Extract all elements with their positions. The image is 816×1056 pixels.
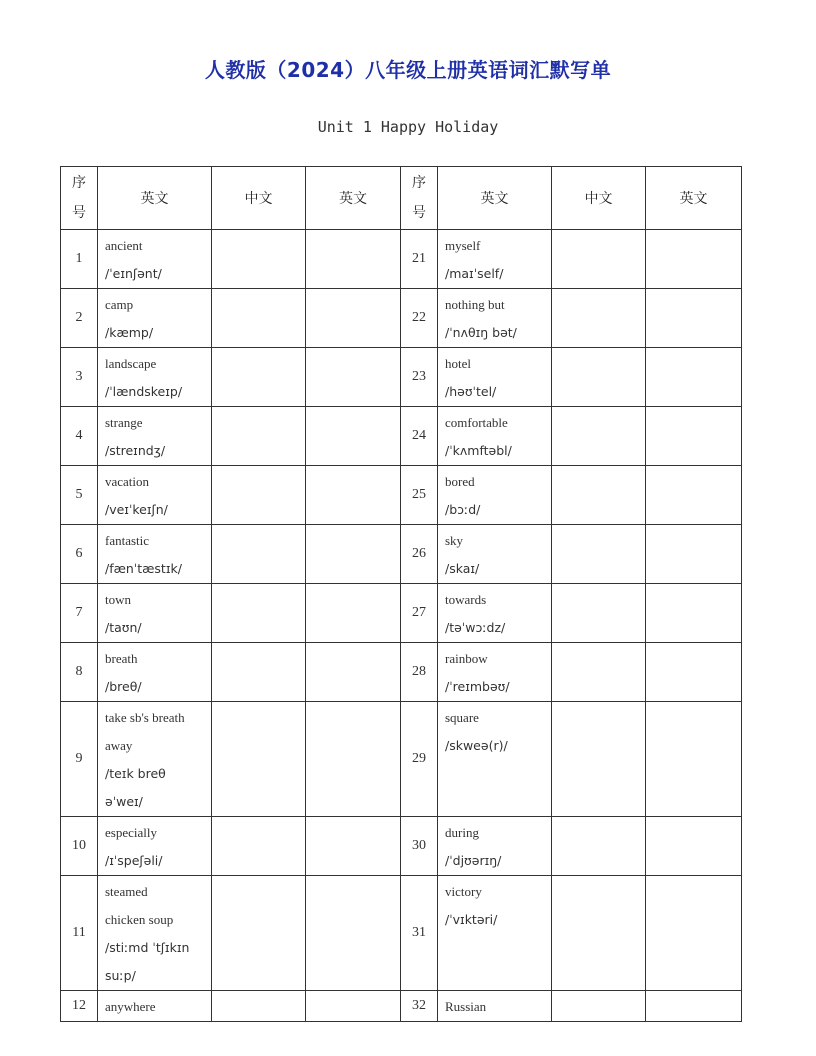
phonetic: /skweə(r)/ bbox=[445, 738, 508, 753]
header-number bbox=[61, 167, 98, 230]
header-chinese: 中文 bbox=[212, 167, 306, 230]
word-cell bbox=[98, 348, 212, 407]
chinese-answer-cell[interactable] bbox=[552, 289, 646, 348]
phonetic: /taʊn/ bbox=[105, 620, 142, 635]
row-number: 28 bbox=[401, 643, 438, 702]
word-cell bbox=[98, 466, 212, 525]
word: ancient bbox=[105, 238, 143, 253]
word-cell bbox=[438, 230, 552, 289]
chinese-answer-cell[interactable] bbox=[212, 525, 306, 584]
table-row bbox=[61, 348, 742, 407]
chinese-answer-cell[interactable] bbox=[552, 643, 646, 702]
word-line-2: away bbox=[105, 738, 133, 753]
word: Russian bbox=[445, 999, 487, 1014]
english-answer-cell[interactable] bbox=[646, 702, 742, 817]
english-answer-cell[interactable] bbox=[306, 348, 401, 407]
word: rainbow bbox=[445, 651, 488, 666]
word-cell bbox=[98, 643, 212, 702]
word-cell bbox=[98, 702, 212, 817]
row-number: 12 bbox=[61, 991, 98, 1022]
phonetic: /streɪndʒ/ bbox=[105, 443, 166, 458]
row-number: 27 bbox=[401, 584, 438, 643]
header-number bbox=[401, 167, 438, 230]
phonetic: /maɪˈself/ bbox=[445, 266, 504, 281]
word: sky bbox=[445, 533, 464, 548]
row-number: 21 bbox=[401, 230, 438, 289]
header-number-line2: 号 bbox=[72, 205, 86, 221]
word-line-2: chicken soup bbox=[105, 912, 174, 927]
row-number: 9 bbox=[61, 702, 98, 817]
row-number: 25 bbox=[401, 466, 438, 525]
chinese-answer-cell[interactable] bbox=[212, 702, 306, 817]
word-line-1: take sb's breath bbox=[105, 710, 185, 725]
table-row bbox=[61, 466, 742, 525]
english-answer-cell[interactable] bbox=[306, 525, 401, 584]
header-english: 英文 bbox=[98, 167, 212, 230]
row-number: 7 bbox=[61, 584, 98, 643]
word-cell bbox=[438, 702, 552, 817]
english-answer-cell[interactable] bbox=[646, 876, 742, 991]
english-answer-cell[interactable] bbox=[646, 348, 742, 407]
word: anywhere bbox=[105, 999, 156, 1014]
phonetic: /ˈeɪnʃənt/ bbox=[105, 266, 162, 281]
chinese-answer-cell[interactable] bbox=[212, 584, 306, 643]
english-answer-cell[interactable] bbox=[646, 230, 742, 289]
word-line-1: steamed bbox=[105, 884, 148, 899]
word: vacation bbox=[105, 474, 150, 489]
chinese-answer-cell[interactable] bbox=[552, 584, 646, 643]
word-cell bbox=[438, 584, 552, 643]
chinese-answer-cell[interactable] bbox=[552, 991, 646, 1022]
word: strange bbox=[105, 415, 143, 430]
chinese-answer-cell[interactable] bbox=[552, 348, 646, 407]
phonetic: /ˈlændskeɪp/ bbox=[105, 384, 183, 399]
english-answer-cell[interactable] bbox=[306, 817, 401, 876]
chinese-answer-cell[interactable] bbox=[212, 289, 306, 348]
phonetic: /ˈreɪmbəʊ/ bbox=[445, 679, 510, 694]
table-row bbox=[61, 817, 742, 876]
word: nothing but bbox=[445, 297, 505, 312]
english-answer-cell[interactable] bbox=[306, 407, 401, 466]
phonetic: /breθ/ bbox=[105, 679, 142, 694]
table-row bbox=[61, 230, 742, 289]
word: hotel bbox=[445, 356, 471, 371]
word-cell bbox=[98, 991, 212, 1022]
english-answer-cell[interactable] bbox=[646, 991, 742, 1022]
table-row bbox=[61, 407, 742, 466]
header-english: 英文 bbox=[438, 167, 552, 230]
table-row bbox=[61, 584, 742, 643]
word-cell bbox=[438, 876, 552, 991]
word-cell bbox=[98, 584, 212, 643]
phonetic: /həʊˈtel/ bbox=[445, 384, 497, 399]
word: comfortable bbox=[445, 415, 508, 430]
word-cell bbox=[438, 991, 552, 1022]
chinese-answer-cell[interactable] bbox=[212, 348, 306, 407]
row-number: 6 bbox=[61, 525, 98, 584]
phonetic-line-2: suːp/ bbox=[105, 968, 136, 983]
table-row bbox=[61, 289, 742, 348]
page-title: 人教版（2024）八年级上册英语词汇默写单 bbox=[204, 58, 612, 82]
header-number-line1: 序 bbox=[72, 175, 86, 191]
word-cell bbox=[438, 525, 552, 584]
chinese-answer-cell[interactable] bbox=[552, 466, 646, 525]
row-number: 26 bbox=[401, 525, 438, 584]
english-answer-cell[interactable] bbox=[306, 702, 401, 817]
word: square bbox=[445, 710, 479, 725]
phonetic-line-1: /stiːmd ˈtʃɪkɪn bbox=[105, 940, 190, 955]
phonetic-line-2: əˈweɪ/ bbox=[105, 794, 143, 809]
english-answer-cell[interactable] bbox=[646, 817, 742, 876]
vocabulary-table bbox=[60, 166, 742, 1022]
phonetic-line-1: /teɪk breθ bbox=[105, 766, 166, 781]
word-cell bbox=[438, 466, 552, 525]
phonetic: /skaɪ/ bbox=[445, 561, 480, 576]
phonetic: /ˈnʌθɪŋ bət/ bbox=[445, 325, 517, 340]
header-number-line2: 号 bbox=[412, 205, 426, 221]
chinese-answer-cell[interactable] bbox=[552, 407, 646, 466]
english-answer-cell[interactable] bbox=[306, 643, 401, 702]
word: town bbox=[105, 592, 131, 607]
english-answer-cell[interactable] bbox=[646, 466, 742, 525]
chinese-answer-cell[interactable] bbox=[212, 643, 306, 702]
table-row bbox=[61, 991, 742, 1022]
row-number: 32 bbox=[401, 991, 438, 1022]
row-number: 11 bbox=[61, 876, 98, 991]
row-number: 8 bbox=[61, 643, 98, 702]
english-answer-cell[interactable] bbox=[646, 289, 742, 348]
word: during bbox=[445, 825, 479, 840]
word: towards bbox=[445, 592, 487, 607]
table-row bbox=[61, 876, 742, 991]
row-number: 10 bbox=[61, 817, 98, 876]
word-cell bbox=[98, 525, 212, 584]
table-row bbox=[61, 643, 742, 702]
row-number: 22 bbox=[401, 289, 438, 348]
english-answer-cell[interactable] bbox=[306, 991, 401, 1022]
phonetic: /veɪˈkeɪʃn/ bbox=[105, 502, 168, 517]
word-cell bbox=[98, 230, 212, 289]
table-row bbox=[61, 525, 742, 584]
chinese-answer-cell[interactable] bbox=[212, 991, 306, 1022]
phonetic: /ˈvɪktəri/ bbox=[445, 912, 498, 927]
word: fantastic bbox=[105, 533, 150, 548]
chinese-answer-cell[interactable] bbox=[212, 466, 306, 525]
word-cell bbox=[98, 876, 212, 991]
header-english-answer: 英文 bbox=[646, 167, 742, 230]
word-cell bbox=[438, 407, 552, 466]
chinese-answer-cell[interactable] bbox=[552, 817, 646, 876]
word: landscape bbox=[105, 356, 157, 371]
row-number: 29 bbox=[401, 702, 438, 817]
phonetic: /ˈkʌmftəbl/ bbox=[445, 443, 512, 458]
row-number: 30 bbox=[401, 817, 438, 876]
phonetic: /fænˈtæstɪk/ bbox=[105, 561, 182, 576]
word-cell bbox=[98, 289, 212, 348]
phonetic: /bɔːd/ bbox=[445, 502, 481, 517]
unit-subtitle: Unit 1 Happy Holiday bbox=[317, 118, 499, 136]
chinese-answer-cell[interactable] bbox=[212, 407, 306, 466]
english-answer-cell[interactable] bbox=[646, 643, 742, 702]
chinese-answer-cell[interactable] bbox=[212, 876, 306, 991]
row-number: 5 bbox=[61, 466, 98, 525]
row-number: 23 bbox=[401, 348, 438, 407]
english-answer-cell[interactable] bbox=[306, 289, 401, 348]
word-cell bbox=[438, 348, 552, 407]
word-cell bbox=[438, 817, 552, 876]
word: camp bbox=[105, 297, 134, 312]
chinese-answer-cell[interactable] bbox=[552, 525, 646, 584]
word: breath bbox=[105, 651, 138, 666]
table-header-row bbox=[61, 167, 742, 230]
english-answer-cell[interactable] bbox=[646, 525, 742, 584]
word: bored bbox=[445, 474, 475, 489]
phonetic: /kæmp/ bbox=[105, 325, 154, 340]
row-number: 31 bbox=[401, 876, 438, 991]
header-english-answer: 英文 bbox=[306, 167, 401, 230]
word: victory bbox=[445, 884, 482, 899]
english-answer-cell[interactable] bbox=[306, 876, 401, 991]
phonetic: /ɪˈspeʃəli/ bbox=[105, 853, 163, 868]
english-answer-cell[interactable] bbox=[306, 230, 401, 289]
english-answer-cell[interactable] bbox=[646, 407, 742, 466]
chinese-answer-cell[interactable] bbox=[212, 230, 306, 289]
chinese-answer-cell[interactable] bbox=[552, 230, 646, 289]
word-cell bbox=[98, 817, 212, 876]
word-cell bbox=[98, 407, 212, 466]
word-cell bbox=[438, 643, 552, 702]
header-number-line1: 序 bbox=[412, 175, 426, 191]
phonetic: /ˈdjʊərɪŋ/ bbox=[445, 853, 502, 868]
chinese-answer-cell[interactable] bbox=[552, 702, 646, 817]
word-cell bbox=[438, 289, 552, 348]
row-number: 4 bbox=[61, 407, 98, 466]
row-number: 2 bbox=[61, 289, 98, 348]
english-answer-cell[interactable] bbox=[306, 466, 401, 525]
word: especially bbox=[105, 825, 157, 840]
row-number: 3 bbox=[61, 348, 98, 407]
row-number: 1 bbox=[61, 230, 98, 289]
english-answer-cell[interactable] bbox=[646, 584, 742, 643]
row-number: 24 bbox=[401, 407, 438, 466]
table-row bbox=[61, 702, 742, 817]
header-chinese: 中文 bbox=[552, 167, 646, 230]
phonetic: /təˈwɔːdz/ bbox=[445, 620, 506, 635]
chinese-answer-cell[interactable] bbox=[552, 876, 646, 991]
english-answer-cell[interactable] bbox=[306, 584, 401, 643]
chinese-answer-cell[interactable] bbox=[212, 817, 306, 876]
word: myself bbox=[445, 238, 481, 253]
